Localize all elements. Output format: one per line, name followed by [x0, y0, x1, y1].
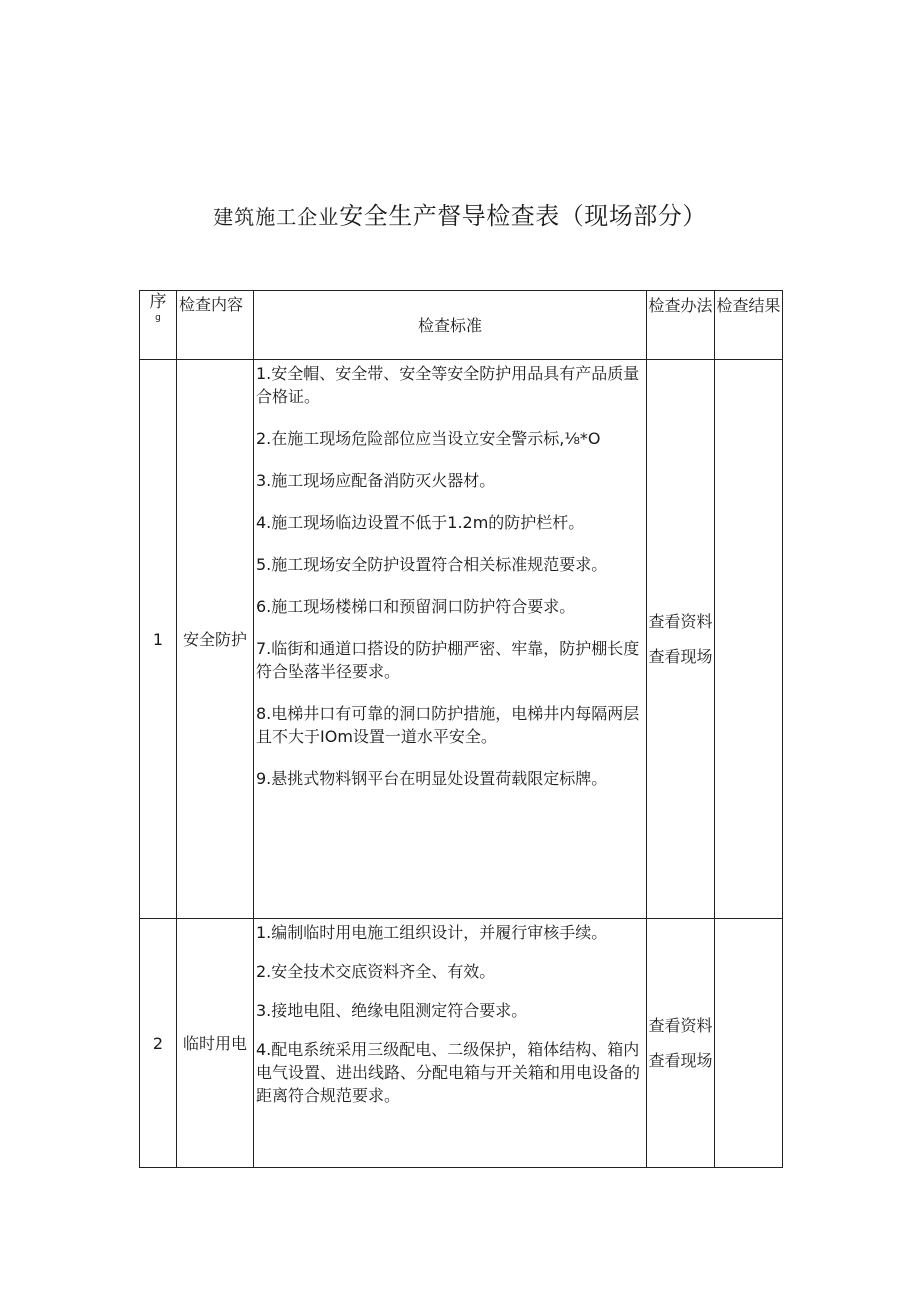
row-result[interactable] [715, 919, 783, 1168]
standard-item: 8.电梯井口有可靠的洞口防护措施，电梯井内每隔两层且不大于IOm设置一道水平安全。 [256, 704, 640, 746]
header-seq-mark: g [155, 313, 161, 323]
standard-item: 1.安全帽、安全带、安全等安全防护用品具有产品质量合格证。 [256, 364, 640, 406]
header-result: 检查结果 [715, 291, 783, 360]
standard-item: 7.临街和通道口搭设的防护棚严密、牢靠，防护棚长度符合坠落半径要求。 [256, 639, 640, 681]
page-title [0, 196, 920, 231]
header-content: 检查内容 [177, 291, 254, 360]
standard-item: 5.施工现场安全防护设置符合相关标准规范要求。 [256, 555, 608, 574]
row-method [647, 360, 715, 919]
method-check-docs: 查看资料 [648, 612, 713, 631]
row-standards [254, 919, 647, 1168]
row-seq: 2 [140, 919, 177, 1168]
standard-item: 4.施工现场临边设置不低于1.2m的防护栏杆。 [256, 513, 585, 532]
standard-item: 2.安全技术交底资料齐全、有效。 [256, 962, 496, 981]
header-row [140, 291, 783, 360]
row-result[interactable] [715, 360, 783, 919]
title-prefix: 建筑施工企业 [213, 205, 340, 229]
standard-item: 9.悬挑式物料钢平台在明显处设置荷载限定标牌。 [256, 769, 608, 788]
table-row [140, 360, 783, 919]
header-seq: 序 g [140, 291, 177, 360]
table-row [140, 919, 783, 1168]
standard-item: 3.接地电阻、绝缘电阻测定符合要求。 [256, 1001, 528, 1020]
method-check-site: 查看现场 [648, 1051, 713, 1070]
inspection-table [139, 290, 783, 1168]
row-content: 安全防护 [177, 360, 254, 919]
standard-item: 4.配电系统采用三级配电、二级保护，箱体结构、箱内电气设置、进出线路、分配电箱与开关箱和用电设备的距离符合规范要求。 [256, 1040, 641, 1105]
standard-item: 6.施工现场楼梯口和预留洞口防护符合要求。 [256, 597, 576, 616]
row-method [647, 919, 715, 1168]
header-standard: 检查标准 [254, 291, 647, 360]
method-check-docs: 查看资料 [648, 1016, 713, 1035]
method-check-site: 查看现场 [648, 647, 713, 666]
row-standards [254, 360, 647, 919]
row-content: 临时用电 [177, 919, 254, 1168]
row-seq: 1 [140, 360, 177, 919]
standard-item: 3.施工现场应配备消防灭火器材。 [256, 471, 496, 490]
header-method: 检查办法 [647, 291, 715, 360]
standard-item: 2.在施工现场危险部位应当设立安全警示标,⅛*O [256, 429, 601, 448]
standard-item: 1.编制临时用电施工组织设计，并履行审核手续。 [256, 923, 608, 942]
title-main: 安全生产督导检查表（现场部分） [339, 202, 707, 230]
